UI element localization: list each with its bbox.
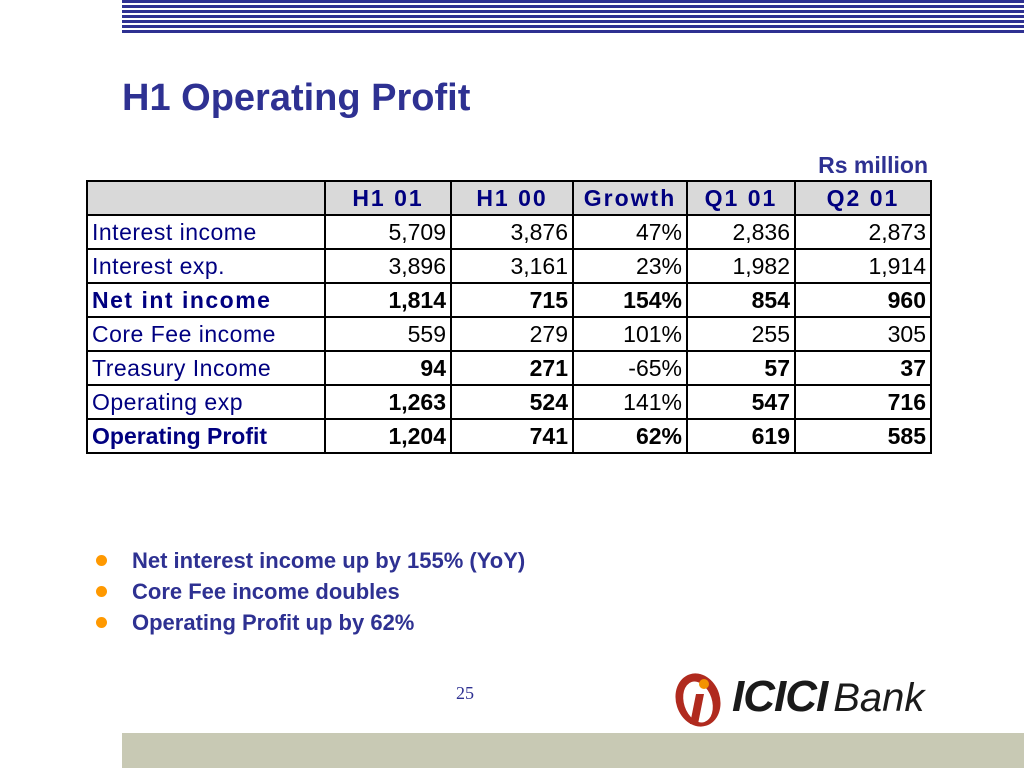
table-cell: 1,263 (325, 385, 451, 419)
bullet-dot-icon (96, 617, 107, 628)
header-cell (87, 181, 325, 215)
row-label: Operating Profit (87, 419, 325, 453)
table-cell: -65% (573, 351, 687, 385)
table-cell: 101% (573, 317, 687, 351)
table-cell: 305 (795, 317, 931, 351)
logo-wordmark-main: ICICI (732, 672, 828, 721)
header-cell: Q1 01 (687, 181, 795, 215)
table-header-row (87, 181, 931, 215)
header-cell: H1 01 (325, 181, 451, 215)
table-cell: 154% (573, 283, 687, 317)
table-cell: 255 (687, 317, 795, 351)
icici-logo-mark-icon (668, 664, 728, 730)
table-cell: 141% (573, 385, 687, 419)
table-cell: 23% (573, 249, 687, 283)
page-number: 25 (456, 683, 474, 703)
table-cell: 47% (573, 215, 687, 249)
header-decorative-lines (122, 0, 1024, 33)
table-cell: 2,873 (795, 215, 931, 249)
bullet-item (96, 545, 525, 576)
table-cell: 1,982 (687, 249, 795, 283)
table-cell: 271 (451, 351, 573, 385)
table-row (87, 317, 931, 351)
table-cell: 559 (325, 317, 451, 351)
row-label: Interest exp. (87, 249, 325, 283)
slide-title: H1 Operating Profit (122, 77, 471, 119)
bullet-list (96, 545, 525, 638)
header-cell: H1 00 (451, 181, 573, 215)
row-label: Treasury Income (87, 351, 325, 385)
profit-table (86, 180, 932, 454)
table-row (87, 215, 931, 249)
row-label: Core Fee income (87, 317, 325, 351)
unit-label: Rs million (818, 152, 928, 178)
table-cell: 960 (795, 283, 931, 317)
table-cell: 854 (687, 283, 795, 317)
header-cell: Growth (573, 181, 687, 215)
table-cell: 585 (795, 419, 931, 453)
row-label: Operating exp (87, 385, 325, 419)
table-cell: 716 (795, 385, 931, 419)
icici-bank-logo (668, 664, 980, 730)
table-cell: 1,814 (325, 283, 451, 317)
table-cell: 3,876 (451, 215, 573, 249)
table-cell: 547 (687, 385, 795, 419)
table-cell: 1,204 (325, 419, 451, 453)
bullet-text: Net interest income up by 155% (YoY) (132, 548, 526, 573)
table-cell: 3,896 (325, 249, 451, 283)
table-cell: 619 (687, 419, 795, 453)
table-cell: 741 (451, 419, 573, 453)
table-cell: 57 (687, 351, 795, 385)
bullet-item (96, 607, 525, 638)
table-cell: 3,161 (451, 249, 573, 283)
table-cell: 94 (325, 351, 451, 385)
header-cell: Q2 01 (795, 181, 931, 215)
bullet-text: Operating Profit up by 62% (132, 610, 415, 635)
row-label: Interest income (87, 215, 325, 249)
bullet-dot-icon (96, 586, 107, 597)
table-row (87, 249, 931, 283)
table-cell: 715 (451, 283, 573, 317)
table-cell: 37 (795, 351, 931, 385)
logo-wordmark-sub: Bank (833, 676, 925, 720)
table-cell: 524 (451, 385, 573, 419)
table-row (87, 419, 931, 453)
table-row (87, 351, 931, 385)
table-row (87, 283, 931, 317)
bullet-text: Core Fee income doubles (132, 579, 400, 604)
bullet-item (96, 576, 525, 607)
table-cell: 1,914 (795, 249, 931, 283)
bullet-dot-icon (96, 555, 107, 566)
row-label: Net int income (87, 283, 325, 317)
footer-bar (122, 733, 1024, 768)
table-cell: 279 (451, 317, 573, 351)
table-cell: 2,836 (687, 215, 795, 249)
table-cell: 62% (573, 419, 687, 453)
table-row (87, 385, 931, 419)
table-cell: 5,709 (325, 215, 451, 249)
logo-wordmark (732, 672, 924, 722)
